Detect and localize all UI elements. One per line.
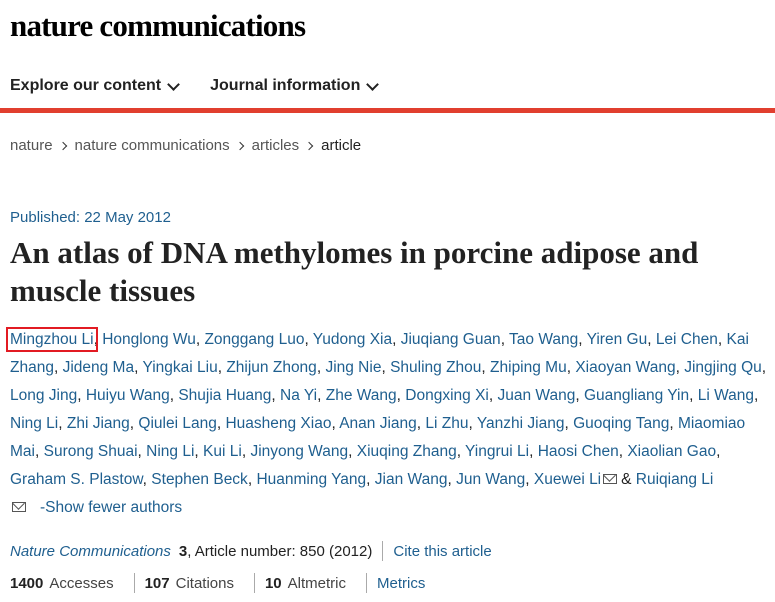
author-separator: ,	[525, 471, 534, 488]
mail-icon[interactable]	[603, 474, 617, 484]
author-separator: ,	[304, 331, 313, 348]
author-separator: ,	[247, 471, 257, 488]
author-link[interactable]: Jingjing Qu	[684, 359, 762, 376]
author-link[interactable]: Miaomiao Mai	[10, 415, 746, 460]
author-separator: ,	[195, 331, 205, 348]
author-separator: ,	[348, 443, 357, 460]
author-link[interactable]: Jian Wang	[374, 471, 448, 488]
author-link[interactable]: Dongxing Xi	[405, 387, 489, 404]
author-link[interactable]: Zhi Jiang	[66, 415, 130, 432]
author-separator: ,	[271, 387, 281, 404]
author-link-highlighted[interactable]: Mingzhou Li	[10, 331, 94, 348]
author-separator: ,	[669, 415, 678, 432]
author-separator: ,	[689, 387, 698, 404]
article-meta	[10, 541, 492, 561]
author-separator: ,	[468, 415, 477, 432]
author-link[interactable]: Yingrui Li	[465, 443, 530, 460]
author-link[interactable]: Shujia Huang	[178, 387, 272, 404]
author-link[interactable]: Yudong Xia	[312, 331, 393, 348]
author-separator: ,	[500, 331, 510, 348]
author-link[interactable]: Kui Li	[203, 443, 242, 460]
cite-this-article-link[interactable]: Cite this article	[393, 542, 492, 560]
author-separator: ,	[564, 415, 574, 432]
author-separator: ,	[93, 331, 103, 348]
author-link[interactable]: Jinyong Wang	[250, 443, 349, 460]
breadcrumb-article: article	[321, 137, 362, 154]
author-separator: ,	[575, 387, 584, 404]
author-link[interactable]: Shuling Zhou	[390, 359, 482, 376]
published-date: Published: 22 May 2012	[10, 209, 171, 226]
author-link[interactable]: Honglong Wu	[102, 331, 196, 348]
author-link[interactable]: Tao Wang	[509, 331, 579, 348]
author-separator: ,	[194, 443, 204, 460]
explore-content-menu[interactable]	[10, 77, 178, 95]
author-link[interactable]: Zhe Wang	[325, 387, 397, 404]
breadcrumb-nature[interactable]: nature	[10, 137, 53, 154]
author-link[interactable]: Lei Chen	[655, 331, 718, 348]
author-link[interactable]: Jing Nie	[325, 359, 382, 376]
author-separator: ,	[169, 387, 179, 404]
author-link[interactable]: Guangliang Yin	[583, 387, 690, 404]
author-link[interactable]: Graham S. Plastow	[10, 471, 143, 488]
author-list	[10, 326, 770, 522]
chevron-down-icon	[366, 78, 379, 91]
author-separator: ,	[331, 415, 340, 432]
author-link[interactable]: Yiren Gu	[586, 331, 648, 348]
author-separator: ,	[481, 359, 491, 376]
author-link[interactable]: Yanzhi Jiang	[476, 415, 565, 432]
author-link[interactable]: Ruiqiang Li	[635, 471, 714, 488]
header-divider	[0, 108, 775, 113]
author-separator: ,	[381, 359, 391, 376]
author-separator: ,	[134, 359, 143, 376]
accesses-label: Accesses	[49, 574, 114, 592]
author-separator: ,	[142, 471, 152, 488]
divider	[366, 573, 367, 593]
author-link[interactable]: Juan Wang	[497, 387, 576, 404]
journal-name[interactable]: Nature Communications	[10, 542, 171, 560]
author-separator: ,	[217, 359, 227, 376]
author-separator: ,	[241, 443, 251, 460]
author-separator: ,	[717, 331, 727, 348]
author-separator: ,	[34, 443, 44, 460]
chevron-down-icon	[167, 78, 180, 91]
author-separator: ,	[675, 359, 685, 376]
chevron-right-icon	[58, 141, 66, 149]
breadcrumb-nature-communications[interactable]: nature communications	[74, 137, 230, 154]
altmetric-count: 10	[264, 574, 282, 592]
author-separator: ,	[416, 415, 426, 432]
author-link[interactable]: Xiaoyan Wang	[575, 359, 676, 376]
author-separator: ,	[754, 387, 759, 404]
author-separator: ,	[761, 359, 767, 376]
chevron-right-icon	[305, 141, 313, 149]
mail-icon[interactable]	[12, 502, 26, 512]
volume: 3	[178, 542, 188, 560]
author-link[interactable]: Long Jing	[10, 387, 78, 404]
divider	[254, 573, 255, 593]
author-link[interactable]: Guoqing Tang	[573, 415, 670, 432]
author-separator: ,	[316, 359, 326, 376]
citations-label: Citations	[175, 574, 234, 592]
author-separator: ,	[396, 387, 406, 404]
metrics-link[interactable]: Metrics	[377, 574, 426, 592]
breadcrumb	[10, 137, 361, 154]
author-link[interactable]: Na Yi	[280, 387, 318, 404]
author-link[interactable]: Anan Jiang	[339, 415, 417, 432]
journal-information-label: Journal information	[210, 77, 361, 94]
site-logo[interactable]: nature communications	[10, 8, 306, 43]
author-link[interactable]: Li Wang	[697, 387, 755, 404]
author-separator: ,	[53, 359, 63, 376]
author-link[interactable]: Surong Shuai	[43, 443, 138, 460]
author-link[interactable]: Zhijun Zhong	[226, 359, 317, 376]
author-link[interactable]: Qiulei Lang	[138, 415, 217, 432]
author-link[interactable]: Yingkai Liu	[142, 359, 218, 376]
author-separator: ,	[216, 415, 226, 432]
author-separator: ,	[488, 387, 498, 404]
author-link[interactable]: Jun Wang	[456, 471, 526, 488]
article-metrics	[10, 573, 425, 593]
author-separator: ,	[366, 471, 375, 488]
author-link[interactable]: Zonggang Luo	[204, 331, 305, 348]
author-link[interactable]: Ning Li	[10, 415, 59, 432]
author-link[interactable]: Xiuqing Zhang	[356, 443, 457, 460]
author-separator: ,	[566, 359, 576, 376]
author-link[interactable]: Ning Li	[146, 443, 195, 460]
article-title: An atlas of DNA methylomes in porcine adipose and muscle tissues	[10, 235, 699, 308]
author-link[interactable]: Jideng Ma	[62, 359, 135, 376]
altmetric-label: Altmetric	[287, 574, 346, 592]
author-separator: ,	[58, 415, 67, 432]
author-link[interactable]: Xuewei Li	[533, 471, 602, 488]
top-nav	[10, 77, 377, 95]
author-link[interactable]: Li Zhu	[425, 415, 469, 432]
ampersand: &	[621, 471, 632, 488]
author-separator: ,	[77, 387, 86, 404]
accesses-count: 1400	[10, 574, 44, 592]
author-separator: ,	[716, 443, 721, 460]
author-link[interactable]: Kai Zhang	[10, 331, 749, 376]
author-link[interactable]: Huasheng Xiao	[225, 415, 332, 432]
article-number: , Article number: 850 (2012)	[187, 542, 373, 560]
author-separator: ,	[618, 443, 628, 460]
author-separator: ,	[447, 471, 457, 488]
author-link[interactable]: Haosi Chen	[537, 443, 619, 460]
author-separator: ,	[529, 443, 538, 460]
author-separator: ,	[647, 331, 656, 348]
breadcrumb-articles[interactable]: articles	[251, 137, 300, 154]
author-separator: ,	[392, 331, 401, 348]
divider	[134, 573, 135, 593]
author-link[interactable]: Xiaolian Gao	[627, 443, 717, 460]
show-fewer-authors-button[interactable]: -Show fewer authors	[40, 499, 183, 516]
citations-count: 107	[144, 574, 170, 592]
author-separator: ,	[578, 331, 587, 348]
chevron-right-icon	[235, 141, 243, 149]
author-separator: ,	[129, 415, 139, 432]
author-link[interactable]: Stephen Beck	[151, 471, 248, 488]
journal-information-menu[interactable]	[210, 77, 377, 95]
author-separator: ,	[456, 443, 466, 460]
author-link[interactable]: Huiyu Wang	[85, 387, 170, 404]
author-separator: ,	[137, 443, 147, 460]
author-separator: ,	[317, 387, 326, 404]
explore-content-label: Explore our content	[10, 77, 162, 94]
author-link[interactable]: Jiuqiang Guan	[400, 331, 501, 348]
divider	[382, 541, 383, 561]
author-link[interactable]: Huanming Yang	[256, 471, 367, 488]
author-link[interactable]: Zhiping Mu	[490, 359, 567, 376]
